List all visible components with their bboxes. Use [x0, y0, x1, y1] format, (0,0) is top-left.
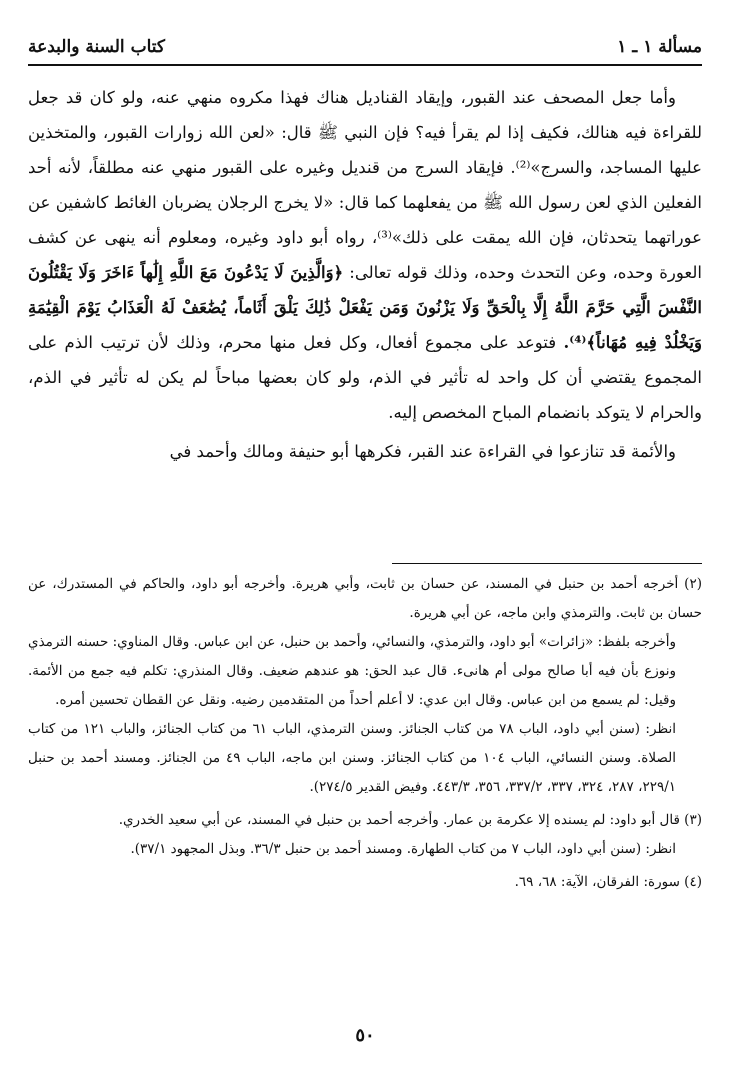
footnote-3 — [28, 806, 702, 864]
footnotes — [28, 570, 702, 901]
header-book-title: كتاب السنة والبدعة — [28, 37, 165, 57]
paragraph-1 — [28, 80, 702, 430]
footnote-2-wording: وأخرجه بلفظ: «زائرات» أبو داود، والترمذي، والنسائي، وأحمد بن حنبل، عن ابن عباس. وقال المناوي: حسنه الترمذي ونوزع بأن فيه أبا صالح مولى أم هانىء. قال عبد الحق: هو عندهم ضعيف. وقال المنذري: تكلم فيه جمع من الأئمة. وقيل: لم يسمع من ابن عباس. وقال ابن عدي: لا أعلم أحداً من المتقدمين رضيه. ونقل عن القطان تحسين أمره. — [28, 634, 676, 708]
footnote-4 — [28, 868, 702, 897]
footnote-4-main: (٤) سورة: الفرقان، الآية: ٦٨، ٦٩. — [514, 874, 702, 890]
footnote-3-main: (٣) قال أبو داود: لم يسنده إلا عكرمة بن عمار. وأخرجه أحمد بن حنبل في المسند، عن أبي سعيد الخدري. — [118, 812, 702, 828]
footnote-2-references: انظر: (سنن أبي داود، الباب ٧٨ من كتاب الجنائز. وسنن الترمذي، الباب ٦١ من كتاب الجنائز، والباب ١٢١ من كتاب الصلاة. وسنن النسائي، الباب ١٠٤ من كتاب الجنائز. وسنن ابن ماجه، الباب ٤٩ من الجنائز. ومسند أحمد بن حنبل ٢٢٩/١، ٢٨٧، ٣٢٤، ٣٣٧، ٣٣٧/٢، ٣٥٦، ٤٤٣/٣. وفيض القدير ٢٧٤/٥). — [28, 721, 677, 795]
page-number: ٥٠ — [355, 1025, 375, 1046]
running-header — [28, 30, 702, 66]
paragraph-2: والأئمة قد تنازعوا في القراءة عند القبر، فكرهها أبو حنيفة ومالك وأحمد في — [169, 442, 676, 461]
footnote-3-references: انظر: (سنن أبي داود، الباب ٧ من كتاب الطهارة. ومسند أحمد بن حنبل ٣٦/٣. وبذل المجهود ٣٧/١). — [130, 841, 676, 857]
footnote-2-main: (٢) أخرجه أحمد بن حنبل في المسند، عن حسان بن ثابت، وأبي هريرة. وأخرجه أبو داود، والحاكم في المستدرك، عن حسان بن ثابت. والترمذي وابن ماجه، عن أبي هريرة. — [28, 576, 702, 621]
paragraph-1-text: وأما جعل المصحف عند القبور، وإيقاد القناديل هناك فهذا مكروه منهي عنه، ولو كان قد جعل للقراءة فيه هنالك، فكيف إذا لم يقرأ فيه؟ فإن النبي ﷺ قال: «لعن الله زوارات القبور، والمتخذين عليها المساجد، والسرج»⁽²⁾. فإيقاد السرج من قنديل وغيره على القبور منهي عنه مطلقاً، لأنه أحد الفعلين الذي لعن رسول الله ﷺ من يفعلهما كما قال: «لا يخرج الرجلان يضربان الغائط كاشفين عن عوراتهما يتحدثان، فإن الله يمقت على ذلك»⁽³⁾، رواه أبو داود وغيره، ومعلوم أنه ينهى عن كشف العورة وحده، وعن التحدث وحده، وذلك قوله تعالى: — [28, 88, 702, 282]
header-section: مسألة ١ ـ ١ — [617, 37, 702, 57]
paragraph-1-end: فتوعد على مجموع أفعال، وكل فعل منها محرم، وذلك لأن ترتيب الذم على المجموع يقتضي أن كل واحد له تأثير في الذم، ولو كان بعضها مباحاً لم يكن له تأثير في الذم، والحرام لا يتوكد بانضمام المباح المخصص إليه. — [28, 333, 702, 422]
main-text — [28, 80, 702, 473]
footnote-2 — [28, 570, 702, 802]
footnote-separator — [392, 563, 702, 564]
quran-verse: ﴿وَالَّذِينَ لَا يَدْعُونَ مَعَ اللَّهِ إِلَٰهاً ءَاخَرَ وَلَا يَقْتُلُونَ النَّفْسَ الَّتِي حَرَّمَ اللَّهُ إِلَّا بِالْحَقِّ وَلَا يَزْنُونَ وَمَن يَفْعَلْ ذَٰلِكَ يَلْقَ أَثَاماً، يُضَٰعَفْ لَهُ الْعَذَابُ يَوْمَ الْقِيَٰمَةِ وَيَخْلُدْ فِيهِ مُهَاناً﴾⁽⁴⁾. — [28, 263, 702, 352]
